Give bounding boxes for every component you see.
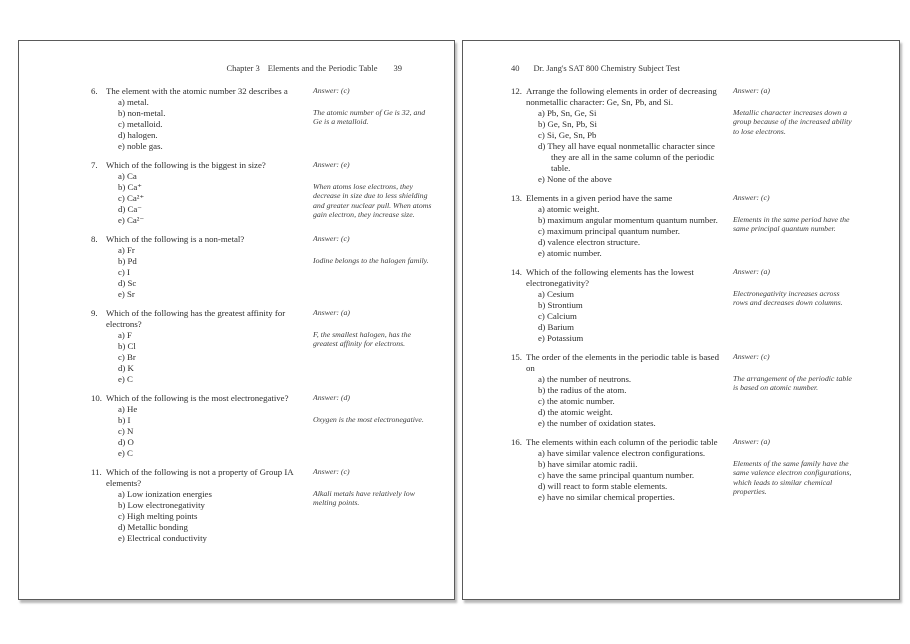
question-text: Elements in a given period have the same [526,193,673,203]
question-number: 15. [511,352,522,362]
answer-explanation: Metallic character increases down a group because of the increased ability to lose electrons. [733,107,852,136]
question-14 [511,267,881,344]
option: c) have the same principal quantum number. [538,470,695,480]
option: a) F [118,330,132,340]
option: d) will react to form stable elements. [538,481,668,491]
answer-label: Answer: (c) [733,193,770,202]
option: a) Cesium [538,289,574,299]
option: a) metal. [118,97,149,107]
answer-explanation: Elements in the same period have the same principal quantum number. [733,214,850,234]
answer-explanation: Elements of the same family have the same valence electron configurations, which leads to similar chemical properties. [733,458,852,497]
answer-label: Answer: (a) [733,437,771,446]
option: e) Sr [118,289,135,299]
option: d) the atomic weight. [538,407,613,417]
question-7 [91,160,442,226]
option: a) the number of neutrons. [538,374,632,384]
question-number: 6. [91,86,98,96]
option: d) Metallic bonding [118,522,188,532]
option: d) Barium [538,322,574,332]
option: b) Pd [118,256,137,266]
option: d) Sc [118,278,137,288]
chapter-label: Chapter 3 [226,63,260,73]
book-page-right [462,40,900,600]
page-header [511,63,881,73]
question-text: The order of the elements in the periodic table is based on [526,352,719,373]
answer-label: Answer: (a) [733,86,771,95]
option: a) Low ionization energies [118,489,212,499]
question-12 [511,86,881,185]
question-8 [91,234,442,300]
answer-explanation: When atoms lose electrons, they decrease in size due to less shielding and greater nuclear pull. When atoms gain electron, they increase size. [313,181,432,220]
option: b) the radius of the atom. [538,385,627,395]
option: b) Low electronegativity [118,500,205,510]
option: e) noble gas. [118,141,163,151]
question-number: 8. [91,234,98,244]
answer-label: Answer: (a) [733,267,771,276]
question-text: Arrange the following elements in order of decreasing nonmetallic character: Ge, Sn, Pb, and Si. [526,86,717,107]
option: e) Ca²⁻ [118,215,145,225]
option: e) the number of oxidation states. [538,418,656,428]
question-text: Which of the following is the most electronegative? [106,393,289,403]
question-number: 7. [91,160,98,170]
question-text: Which of the following is a non-metal? [106,234,245,244]
option: a) Pb, Sn, Ge, Si [538,108,597,118]
answer-explanation: Iodine belongs to the halogen family. [313,255,429,265]
option: c) Si, Ge, Sn, Pb [538,130,597,140]
option: b) Strontium [538,300,583,310]
option: e) atomic number. [538,248,602,258]
question-6 [91,86,442,152]
option: b) Ca⁺ [118,182,142,192]
answer-explanation: The atomic number of Ge is 32, and Ge is a metalloid. [313,107,426,127]
answer-label: Answer: (d) [313,393,351,402]
question-number: 16. [511,437,522,447]
answer-explanation: Electronegativity increases across rows and decreases down columns. [733,288,843,308]
option: a) have similar valence electron configurations. [538,448,706,458]
answer-label: Answer: (c) [313,86,350,95]
option: c) I [118,267,130,277]
question-15 [511,352,881,429]
option: e) Potassium [538,333,584,343]
option: c) the atomic number. [538,396,615,406]
option: c) Calcium [538,311,577,321]
question-9 [91,308,442,385]
book-title: Dr. Jang's SAT 800 Chemistry Subject Test [533,63,680,73]
page-header [91,63,442,73]
option: b) Ge, Sn, Pb, Si [538,119,597,129]
question-10 [91,393,442,459]
option: c) Ca²⁺ [118,193,145,203]
question-number: 10. [91,393,102,403]
option: e) Electrical conductivity [118,533,207,543]
option: e) have no similar chemical properties. [538,492,675,502]
option: d) K [118,363,134,373]
option: d) O [118,437,134,447]
question-text: The element with the atomic number 32 describes a [106,86,288,96]
answer-explanation: F, the smallest halogen, has the greatest affinity for electrons. [313,329,411,349]
answer-label: Answer: (e) [313,160,350,169]
option: a) atomic weight. [538,204,600,214]
question-number: 11. [91,467,102,477]
option: c) N [118,426,134,436]
question-16 [511,437,881,503]
option: a) Fr [118,245,135,255]
question-text: Which of the following is not a property of Group IA elements? [106,467,294,488]
question-number: 13. [511,193,522,203]
book-page-left [18,40,455,600]
option: e) C [118,448,133,458]
question-number: 14. [511,267,522,277]
option: d) halogen. [118,130,158,140]
option: c) metalloid. [118,119,163,129]
question-text: The elements within each column of the periodic table [526,437,718,447]
question-text: Which of the following is the biggest in size? [106,160,266,170]
option: a) Ca [118,171,137,181]
question-13 [511,193,881,259]
option: e) None of the above [538,174,612,184]
page-number: 39 [393,63,402,73]
option: b) I [118,415,131,425]
option: b) maximum angular momentum quantum number. [538,215,718,225]
option: e) C [118,374,133,384]
option: d) valence electron structure. [538,237,641,247]
answer-label: Answer: (c) [733,352,770,361]
question-number: 12. [511,86,522,96]
answer-label: Answer: (c) [313,234,350,243]
answer-explanation: The arrangement of the periodic table is based on atomic number. [733,373,852,393]
option: d) Ca⁻ [118,204,142,214]
option: b) Cl [118,341,136,351]
question-text: Which of the following elements has the lowest electronegativity? [526,267,694,288]
option: b) have similar atomic radii. [538,459,638,469]
question-number: 9. [91,308,98,318]
answer-label: Answer: (a) [313,308,351,317]
option: d) They all have equal nonmetallic character since they are all in the same column of the periodic table. [538,141,715,173]
option: a) He [118,404,138,414]
option: c) Br [118,352,136,362]
option: c) maximum principal quantum number. [538,226,680,236]
option: b) non-metal. [118,108,166,118]
option: c) High melting points [118,511,198,521]
question-text: Which of the following has the greatest affinity for electrons? [106,308,286,329]
answer-explanation: Oxygen is the most electronegative. [313,414,424,424]
page-number: 40 [511,63,520,73]
question-11 [91,467,442,544]
chapter-title: Elements and the Periodic Table [267,63,378,73]
answer-explanation: Alkali metals have relatively low melting points. [313,488,415,508]
answer-label: Answer: (c) [313,467,350,476]
